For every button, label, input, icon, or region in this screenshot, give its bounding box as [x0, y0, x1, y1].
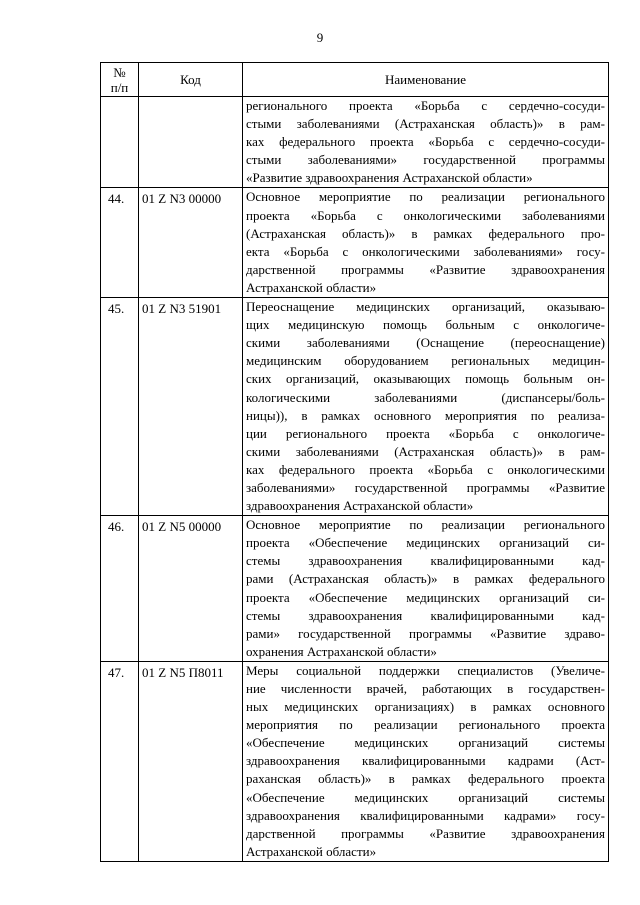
header-num-line1: № — [113, 64, 126, 80]
name-line: ницы)), в рамках основного мероприятия по реализа- — [246, 407, 605, 423]
row-name — [243, 661, 609, 861]
header-num-line2: п/п — [110, 79, 129, 95]
name-line: стемы здравоохранения квалифицированными кад- — [246, 607, 605, 623]
row-name — [243, 298, 609, 516]
name-line: скими заболеваниями (Астраханская область)» в рам- — [246, 443, 605, 459]
row-code: 01 Z N5 00000 — [139, 516, 243, 662]
name-line: Астраханской области» — [246, 843, 377, 859]
name-line: рами (Астраханская область)» в рамках федерального — [246, 571, 605, 587]
name-line: ках федерального проекта «Борьба с онкологическими — [246, 461, 605, 477]
name-line: рами» государственной программы «Развитие здраво- — [246, 625, 605, 641]
name-line: «Обеспечение медицинских организаций системы — [246, 735, 605, 751]
table-row — [101, 188, 609, 298]
name-line: скими заболеваниями (Оснащение (переоснащение) — [246, 335, 605, 351]
name-line: ских организаций, оказывающих помощь больным он- — [246, 371, 605, 387]
name-line: ции регионального проекта «Борьба с онкологиче- — [246, 425, 605, 441]
name-line: проекта «Борьба с онкологическими заболеваниями — [246, 207, 605, 223]
name-line: проекта «Обеспечение медицинских организаций си- — [246, 589, 605, 605]
name-line: регионального проекта «Борьба с сердечно-сосуди- — [246, 98, 605, 113]
name-line: раханская область)» в рамках федерального проекта — [246, 771, 605, 787]
header-num — [101, 63, 139, 97]
name-line: стыми заболеваниями» государственной программы — [246, 152, 605, 168]
name-line: Астраханской области» — [246, 279, 377, 295]
name-line: ках федерального проекта «Борьба с сердечно-сосуди- — [246, 134, 605, 150]
row-code — [139, 97, 243, 188]
name-line: мероприятия по реализации регионального проекта — [246, 717, 605, 733]
row-number — [101, 97, 139, 188]
row-name — [243, 188, 609, 298]
name-line: щих медицинскую помощь больным с онкологиче- — [246, 317, 605, 333]
row-code: 01 Z N5 П8011 — [139, 661, 243, 861]
name-line: здравоохранения квалифицированными кадрами» госу- — [246, 807, 605, 823]
name-line: стемы здравоохранения квалифицированными кад- — [246, 553, 605, 569]
name-line: Переоснащение медицинских организаций, оказываю- — [246, 299, 605, 315]
budget-codes-table — [100, 62, 609, 862]
row-number: 47. — [101, 661, 139, 861]
name-line: ние численности врачей, работающих в государствен- — [246, 681, 605, 696]
name-line: дарственной программы «Развитие здравоохранения — [246, 261, 605, 277]
name-line: заболеваниями» государственной программы «Развитие — [246, 479, 605, 495]
table-row — [101, 97, 609, 188]
page-number: 9 — [316, 30, 324, 45]
name-line: здравоохранения Астраханской области» — [246, 498, 474, 514]
name-line: кологическими заболеваниями (диспансеры/боль- — [246, 389, 605, 405]
header-name: Наименование — [243, 63, 609, 97]
row-name — [243, 516, 609, 662]
table-row — [101, 661, 609, 861]
name-line: проекта «Обеспечение медицинских организаций си- — [246, 535, 605, 551]
name-line: «Развитие здравоохранения Астраханской области» — [246, 170, 533, 186]
table-row — [101, 298, 609, 516]
name-line: здравоохранения квалифицированными кадрами (Аст- — [246, 753, 605, 769]
name-line: «Обеспечение медицинских организаций системы — [246, 789, 605, 805]
name-line: медицинским оборудованием региональных медицин- — [246, 353, 605, 369]
name-line: дарственной программы «Развитие здравоохранения — [246, 825, 605, 841]
table-row — [101, 516, 609, 662]
row-code: 01 Z N3 00000 — [139, 188, 243, 298]
row-number: 45. — [101, 298, 139, 516]
name-line: стыми заболеваниями (Астраханская область)» в рам- — [246, 116, 605, 132]
row-number: 46. — [101, 516, 139, 662]
name-line: Меры социальной поддержки специалистов (Увеличе- — [246, 662, 605, 678]
name-line: екта «Борьба с онкологическими заболеваниями» госу- — [246, 243, 605, 259]
row-name — [243, 97, 609, 188]
name-line: охранения Астраханской области» — [246, 643, 437, 659]
header-code: Код — [139, 63, 243, 97]
row-code: 01 Z N3 51901 — [139, 298, 243, 516]
table-header-row — [101, 63, 609, 97]
row-number: 44. — [101, 188, 139, 298]
name-line: (Астраханская область)» в рамках федерального про- — [246, 225, 605, 241]
name-line: ных медицинских организациях) в рамках основного — [246, 699, 605, 715]
name-line: Основное мероприятие по реализации регионального — [246, 189, 605, 205]
name-line: Основное мероприятие по реализации регионального — [246, 517, 605, 533]
